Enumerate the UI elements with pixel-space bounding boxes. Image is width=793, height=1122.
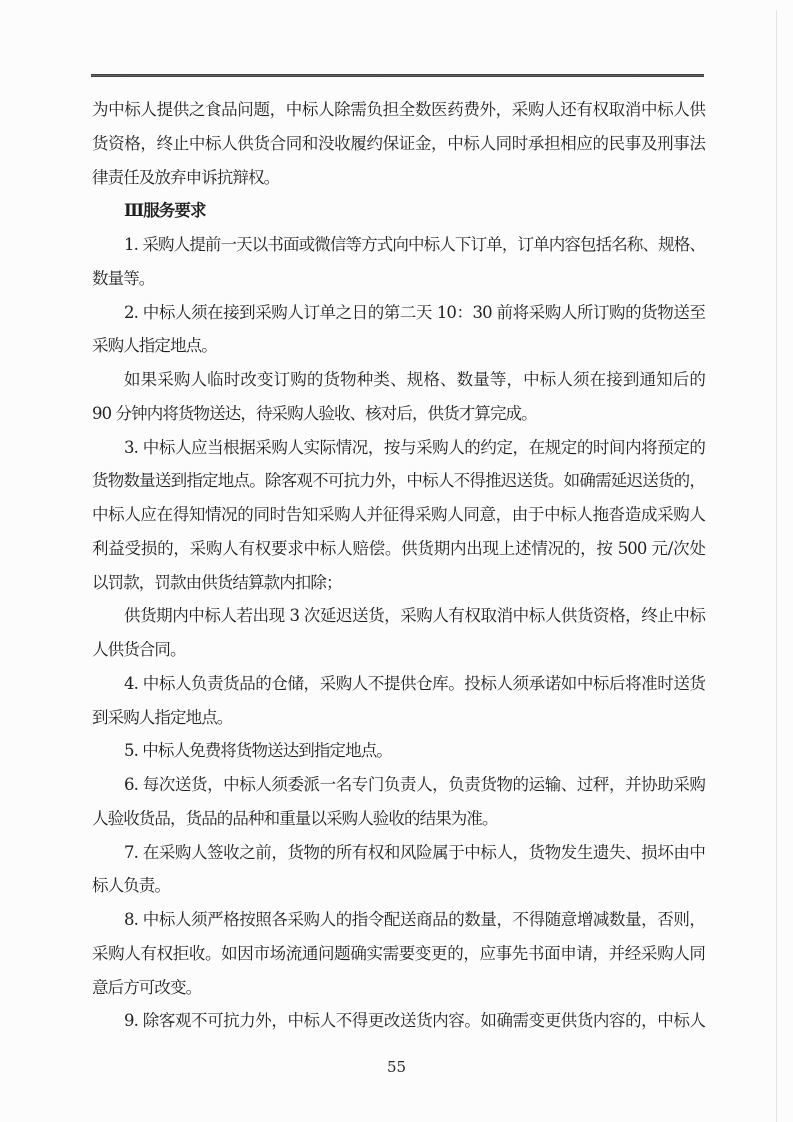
- text-line: 1. 采购人提前一天以书面或微信等方式向中标人下订单，订单内容包括名称、规格、: [124, 235, 705, 254]
- text-line: 货物数量送到指定地点。除客观不可抗力外，中标人不得推迟送货。如确需延迟送货的，: [92, 471, 705, 491]
- text-line: 利益受损的，采购人有权要求中标人赔偿。供货期内出现上述情况的，按 500 元/次处: [92, 538, 705, 558]
- text-line: 供货期内中标人若出现 3 次延迟送货，采购人有权取消中标人供货资格，终止中标: [124, 606, 705, 626]
- text-line: 2. 中标人须在接到采购人订单之日的第二天 10：30 前将采购人所订购的货物送至: [124, 302, 705, 322]
- page-number: 55: [386, 1058, 407, 1076]
- text-line: 5. 中标人免费将货物送达到指定地点。: [124, 741, 392, 761]
- text-line: 90 分钟内将货物送达，待采购人验收、核对后，供货才算完成。: [92, 403, 537, 423]
- text-line: 采购人指定地点。: [92, 336, 217, 356]
- text-line: 为中标人提供之食品问题，中标人除需负担全数医药费外，采购人还有权取消中标人供: [92, 100, 705, 119]
- text-line: 4. 中标人负责货品的仓储，采购人不提供仓库。投标人须承诺如中标后将准时送货: [124, 673, 705, 693]
- header-rule: [91, 74, 704, 77]
- text-line: 意后方可改变。: [92, 977, 202, 997]
- text-line: 9. 除客观不可抗力外，中标人不得更改送货内容。如确需变更供货内容的，中标人: [124, 1011, 705, 1031]
- text-line: 以罚款，罚款由供货结算款内扣除；: [92, 572, 342, 592]
- text-line: 如果采购人临时改变订购的货物种类、规格、数量等，中标人须在接到通知后的: [124, 370, 705, 389]
- section-heading: Ⅲ服务要求: [124, 201, 206, 221]
- text-line: 货资格，终止中标人供货合同和没收履约保证金，中标人同时承担相应的民事及刑事法: [92, 133, 705, 153]
- text-line: 采购人有权拒收。如因市场流通问题确实需要变更的，应事先书面申请，并经采购人同: [92, 943, 705, 963]
- text-line: 中标人应在得知情况的同时告知采购人并征得采购人同意，由于中标人拖沓造成采购人: [92, 505, 705, 524]
- text-line: 律责任及放弃申诉抗辩权。: [92, 167, 280, 187]
- text-line: 人供货合同。: [92, 640, 186, 659]
- scan-edge-line: [776, 10, 777, 1122]
- document-body: [92, 93, 705, 1038]
- text-line: 6. 每次送货，中标人须委派一名专门负责人，负责货物的运输、过秤，并协助采购: [124, 775, 705, 794]
- text-line: 7. 在采购人签收之前，货物的所有权和风险属于中标人，货物发生遗失、损坏由中: [124, 842, 705, 862]
- text-line: 数量等。: [92, 268, 155, 288]
- text-line: 3. 中标人应当根据采购人实际情况，按与采购人的约定，在规定的时间内将预定的: [124, 437, 705, 457]
- text-line: 8. 中标人须严格按照各采购人的指令配送商品的数量，不得随意增减数量，否则，: [124, 910, 705, 929]
- text-line: 标人负责。: [92, 876, 171, 896]
- text-line: 到采购人指定地点。: [92, 707, 233, 727]
- text-line: 人验收货品，货品的品种和重量以采购人验收的结果为准。: [92, 808, 498, 828]
